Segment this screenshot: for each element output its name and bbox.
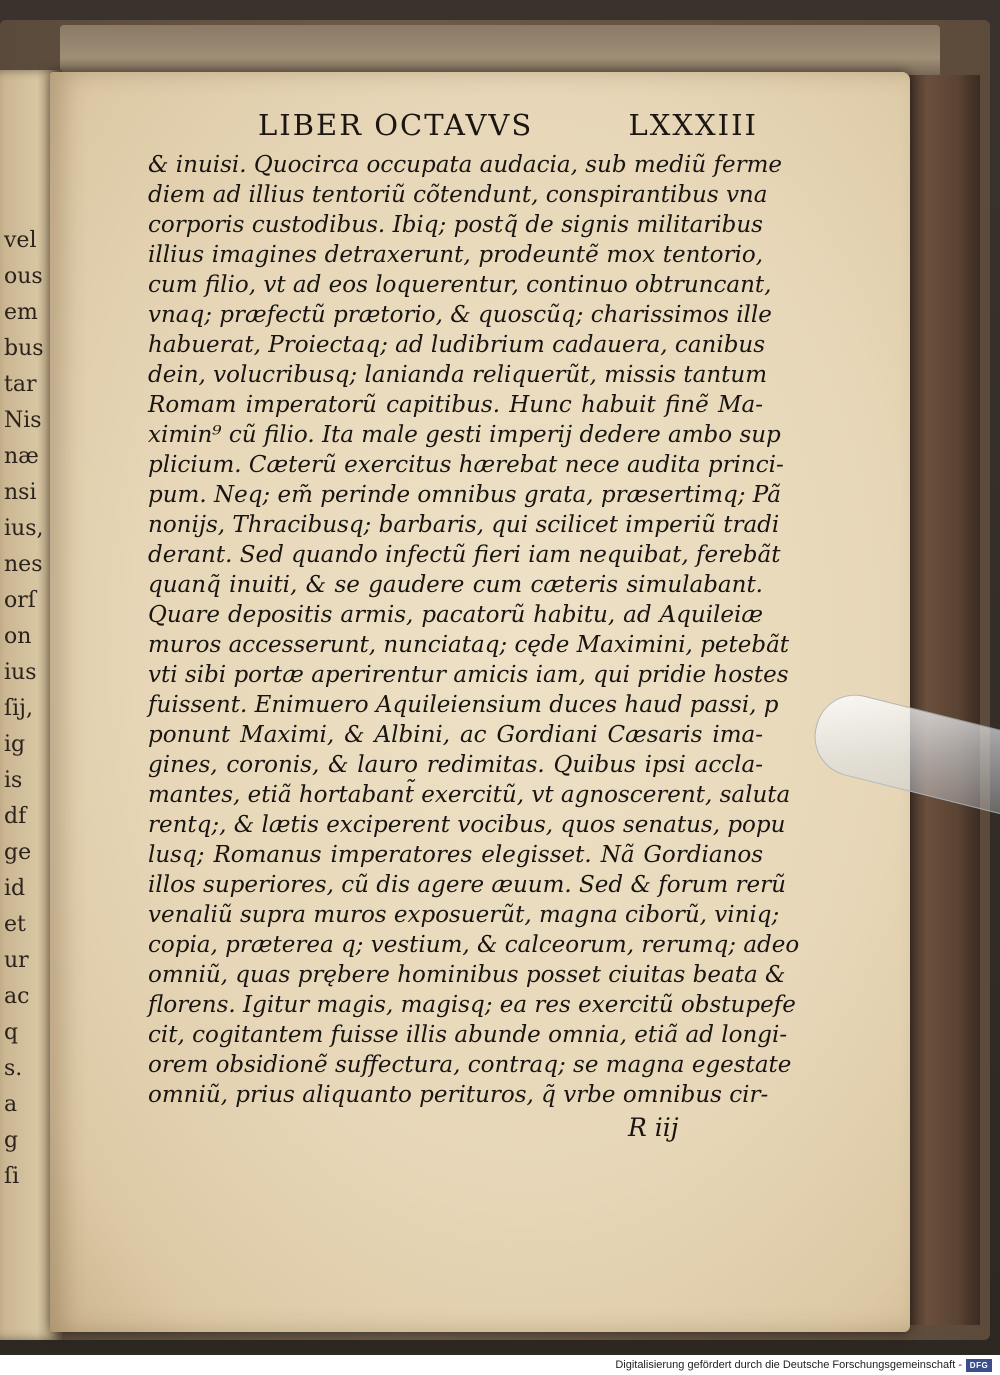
left-page-fragment: df	[4, 804, 27, 829]
text-line: rentq;, & lætis exciperent vocibus, quos senatus, popu	[148, 812, 786, 838]
text-line: habuerat, Proiectaq; ad ludibrium cadauera, canibus	[148, 332, 766, 358]
footer-bar	[0, 1355, 1000, 1375]
left-page-fragment: orſ	[4, 588, 36, 613]
text-line: mantes, etiã hortabant̃ exercitũ, vt agnoscerent, saluta	[148, 782, 791, 808]
left-page-fragment: q	[4, 1020, 19, 1045]
left-page-fragment: nes	[4, 552, 43, 577]
text-line: cit, cogitantem fuisse illis abunde omnia, etiã ad longi-	[148, 1022, 788, 1048]
left-page-fragment: ius	[4, 660, 37, 685]
text-line: copia, præterea q; vestium, & calceorum, rerumq; adeo	[148, 932, 800, 958]
left-page-fragment: ius,	[4, 516, 44, 541]
left-page-fragment: is	[4, 768, 23, 793]
text-line: cum filio, vt ad eos loquerentur, continuo obtruncant,	[148, 272, 772, 298]
left-page-fragment: g	[4, 1128, 19, 1153]
left-page-fragment: ſi	[4, 1164, 20, 1189]
text-line: ximin⁹ cũ filio. Ita male gesti imperij dedere ambo sup	[148, 422, 781, 448]
left-page-fragment: bus	[4, 336, 44, 361]
text-line: illius imagines detraxerunt, prodeuntẽ mox tentorio,	[148, 242, 763, 268]
text-line: omniũ, quas prębere hominibus posset ciuitas beata &	[148, 962, 786, 988]
running-header	[258, 108, 758, 142]
left-page-fragment: ac	[4, 984, 30, 1009]
left-page-fragment: vel	[4, 228, 37, 253]
left-page-fragment: on	[4, 624, 32, 649]
text-line: & inuisi. Quocirca occupata audacia, sub mediũ ferme	[148, 152, 783, 178]
left-page-fragment: ge	[4, 840, 32, 865]
text-line: quanq̃ inuiti, & se gaudere cum cæteris simulabant.	[148, 572, 763, 598]
text-line: Quare depositis armis, pacatorũ habitu, ad Aquileiæ	[148, 602, 763, 628]
left-page-fragment: s.	[4, 1056, 23, 1081]
text-line: florens. Igitur magis, magisq; ea res exercitũ obstupefe	[148, 992, 796, 1018]
text-line: omniũ, prius aliquanto perituros, q̃ vrbe omnibus cir-	[148, 1082, 769, 1108]
text-line: nonijs, Thracibusq; barbaris, qui scilicet imperiũ tradi	[148, 512, 780, 538]
footer-credit: Digitalisierung gefördert durch die Deutsche Forschungsgemeinschaft -	[615, 1359, 962, 1371]
left-page-fragment: Nis	[4, 408, 42, 433]
folio-number: LXXXIII	[628, 108, 758, 142]
left-page-fragment: nsi	[4, 480, 37, 505]
text-line: dein, volucribusq; lanianda reliquerũt, missis tantum	[148, 362, 768, 388]
text-line: venaliũ supra muros exposuerũt, magna ciborũ, viniq;	[148, 902, 780, 928]
text-line: muros accesserunt, nunciataq; cęde Maximini, petebãt	[148, 632, 790, 658]
text-line: vti sibi portæ aperirentur amicis iam, qui pridie hostes	[148, 662, 789, 688]
dfg-logo: DFG	[966, 1359, 992, 1372]
text-line: diem ad illius tentoriũ cõtendunt, conspirantibus vna	[148, 182, 768, 208]
left-page-fragment: a	[4, 1092, 18, 1117]
running-title: LIBER OCTAVVS	[258, 108, 534, 142]
left-page-fragment: næ	[4, 444, 39, 469]
text-line: illos superiores, cũ dis agere æuum. Sed & forum rerũ	[148, 872, 786, 898]
text-line: derant. Sed quando infectũ fieri iam nequibat, ferebãt	[148, 542, 781, 568]
text-line: ponunt Maximi, & Albini, ac Gordiani Cæsaris ima-	[148, 722, 763, 748]
text-line: pum. Neq; em̃ perinde omnibus grata, præsertimq; Pã	[148, 482, 781, 508]
text-line: lusq; Romanus imperatores elegisset. Nã Gordianos	[148, 842, 763, 868]
left-page-fragment: id	[4, 876, 26, 901]
text-line: fuissent. Enimuero Aquileiensium duces haud passi, p	[148, 692, 779, 718]
text-line: corporis custodibus. Ibiq; postq̃ de signis militaribus	[148, 212, 763, 238]
left-page-fragment: tar	[4, 372, 37, 397]
left-page-fragment: ur	[4, 948, 29, 973]
text-line: vnaq; præfectũ prætorio, & quoscũq; charissimos ille	[148, 302, 772, 328]
left-page-fragment: ous	[4, 264, 43, 289]
text-line: Romam imperatorũ capitibus. Hunc habuit finẽ Ma-	[148, 392, 763, 418]
page-edge-right	[905, 75, 980, 1325]
left-page-fragment: ſij,	[4, 696, 33, 721]
text-line: plicium. Cæterũ exercitus hærebat nece audita princi-	[148, 452, 784, 478]
left-page-fragment: ig	[4, 732, 26, 757]
left-page-fragment: em	[4, 300, 38, 325]
text-line: gines, coronis, & lauro redimitas. Quibus ipsi accla-	[148, 752, 763, 778]
left-page-fragment: et	[4, 912, 26, 937]
text-block	[148, 150, 800, 1110]
signature-mark: R iij	[628, 1113, 679, 1142]
text-line: orem obsidionẽ suffectura, contraq; se magna egestate	[148, 1052, 792, 1078]
